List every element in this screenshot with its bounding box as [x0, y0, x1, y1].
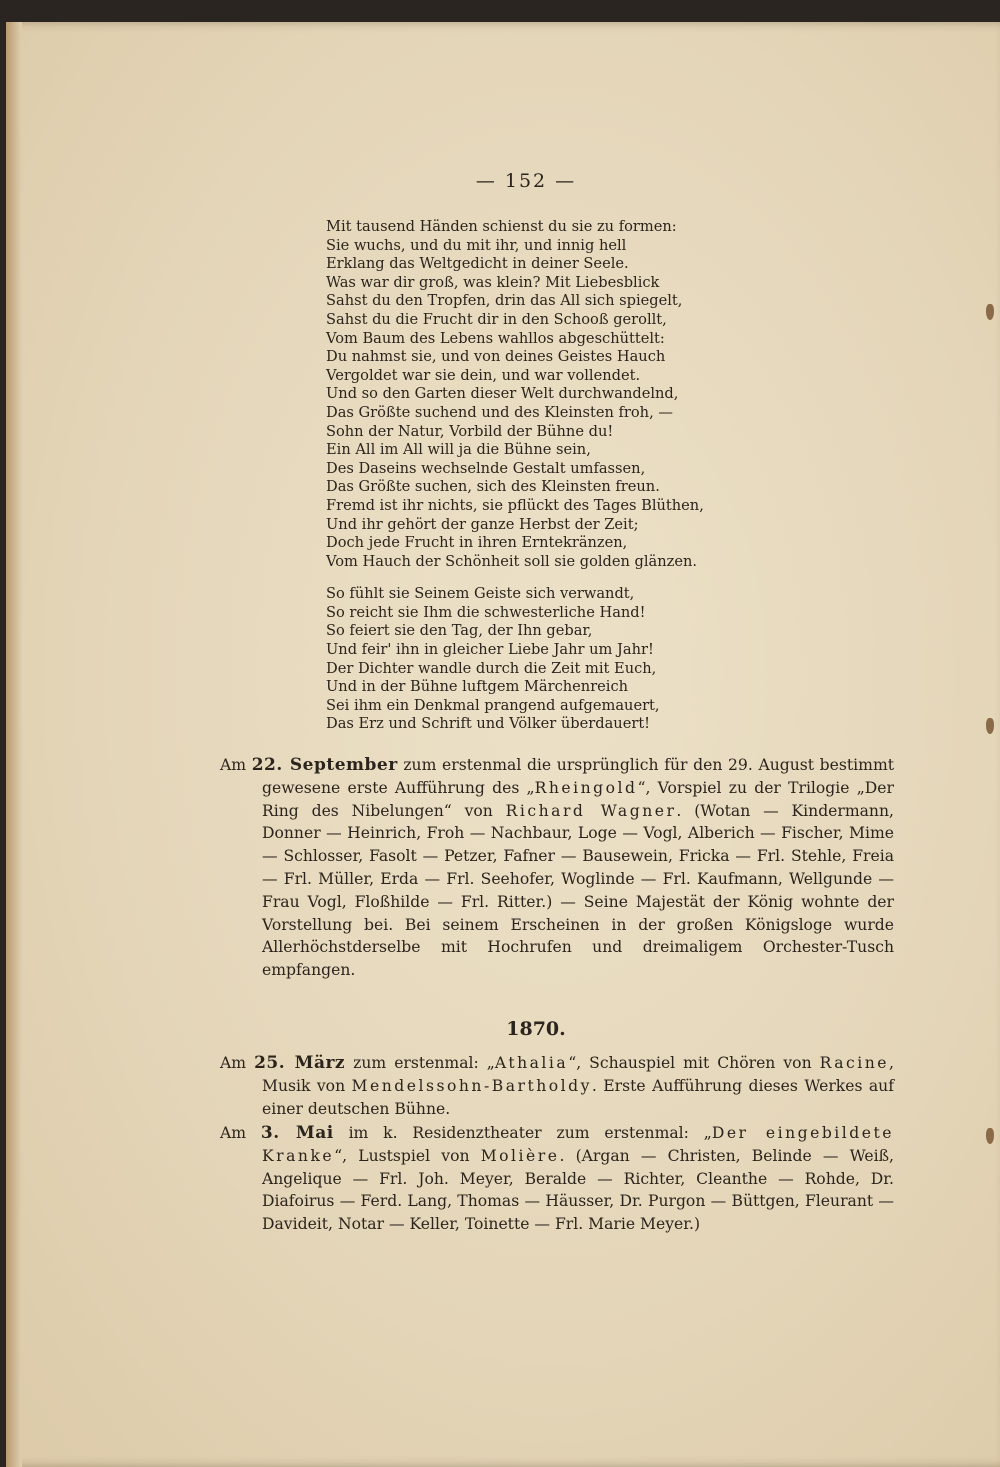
entry-september — [220, 754, 894, 982]
poem-line: Sohn der Natur, Vorbild der Bühne du! — [326, 422, 614, 440]
year-heading: 1870. — [506, 1018, 566, 1040]
poem-line: Du nahmst sie, und von deines Geistes Hauch — [326, 348, 666, 366]
page-number: — 152 — — [475, 170, 577, 192]
entry-prefix: Am — [220, 1124, 261, 1142]
entry-text: “, Lustspiel von — [334, 1146, 481, 1165]
poem-line: Das Größte suchend und des Kleinsten froh, — — [326, 403, 673, 421]
poem-line: Und feir' ihn in gleicher Liebe Jahr um Jahr! — [326, 641, 654, 659]
poem-line: Was war dir groß, was klein? Mit Liebesblick — [326, 273, 660, 291]
poem-line: Sei ihm ein Denkmal prangend aufgemauert, — [326, 696, 660, 714]
poem-line: So feiert sie den Tag, der Ihn gebar, — [326, 622, 593, 640]
poem-line: Fremd ist ihr nichts, sie pflückt des Tages Blüthen, — [326, 496, 704, 514]
stanza-gap — [326, 571, 746, 585]
entry-author: Molière — [480, 1146, 560, 1165]
poem-line: Vom Hauch der Schönheit soll sie golden glänzen. — [326, 552, 698, 570]
poem-line: Der Dichter wandle durch die Zeit mit Euch, — [326, 659, 657, 677]
poem-line: So reicht sie Ihm die schwesterliche Hand! — [326, 603, 646, 621]
poem-stanza-2 — [326, 585, 746, 734]
entry-date: 25. März — [254, 1053, 346, 1073]
entry-text: zum erstenmal die ursprünglich für den 29. August bestimmt gewesene erste Aufführung des „ — [262, 756, 894, 797]
poem-line: Und ihr gehört der ganze Herbst der Zeit; — [326, 515, 639, 533]
poem-line: Ein All im All will ja die Bühne sein, — [326, 441, 591, 459]
poem-line: Sahst du die Frucht dir in den Schooß gerollt, — [326, 310, 667, 328]
entry-text: “, Schauspiel mit Chören von — [568, 1054, 820, 1072]
entry-text: zum erstenmal: „ — [345, 1054, 495, 1072]
poem-line: Und in der Bühne luftgem Märchenreich — [326, 678, 629, 696]
entry-date: 22. September — [251, 755, 398, 775]
entry-prefix: Am — [220, 756, 252, 774]
entry-title: Der eingebildete Kranke — [262, 1124, 894, 1165]
poem-line: Sahst du den Tropfen, drin das All sich spiegelt, — [326, 292, 683, 310]
poem-line: Sie wuchs, und du mit ihr, und innig hell — [326, 236, 627, 254]
poem-stanza-1 — [326, 218, 746, 571]
poem-line: Doch jede Frucht in ihren Erntekränzen, — [326, 534, 628, 552]
entry-text: . Erste Aufführung dieses Werkes auf einer deutschen Bühne. — [262, 1076, 894, 1118]
entry-text: . (Wotan — Kindermann, Donner — Heinrich, Froh — Nachbaur, Loge — Vogl, Alberich — Fischer, Mime — Schlosser, Fasolt — Petzer, Fafner — Bausewein, Fricka — Frl. Stehle, Freia — Frl. Müller, Erda — Frl. Seehofer, Woglinde — Frl. Kaufmann, Wellgunde — Frau Vogl, Floßhilde — Frl. Ritter.) — Seine Majestät der König wohnte der Vorstellung bei. Bei seinem Erscheinen in der großen Königsloge wurde Allerhöchstderselbe mit Hochrufen und dreimaligem Orchester-Tusch empfangen. — [262, 801, 894, 980]
poem-line: Des Daseins wechselnde Gestalt umfassen, — [326, 459, 646, 477]
entry-march — [220, 1052, 894, 1120]
entry-may — [220, 1122, 894, 1236]
book-spine — [6, 22, 22, 1467]
poem-line: Vergoldet war sie dein, und war vollendet. — [326, 366, 641, 384]
entry-author: Racine — [819, 1054, 890, 1072]
entry-author: Richard Wagner — [505, 801, 677, 820]
poem-line: Das Erz und Schrift und Völker überdauert! — [326, 715, 651, 733]
entry-text: im k. Residenztheater zum erstenmal: „ — [333, 1124, 712, 1142]
poem-line: Mit tausend Händen schienst du sie zu formen: — [326, 218, 677, 235]
page-edge-stain — [986, 1128, 994, 1144]
poem-line: Erklang das Weltgedicht in deiner Seele. — [326, 255, 629, 273]
poem-line: Das Größte suchen, sich des Kleinsten freun. — [326, 478, 660, 496]
page-edge-stain — [986, 718, 994, 734]
page-edge-stain — [986, 304, 994, 320]
poem — [326, 218, 746, 734]
entry-text: . (Argan — Christen, Belinde — Weiß, Angelique — Frl. Joh. Meyer, Beralde — Richter, Cleanthe — Rohde, Dr. Diafoirus — Ferd. Lang, Thomas — Häusser, Dr. Purgon — Büttgen, Fleurant — Davideit, Notar — Keller, Toinette — Frl. Marie Meyer.) — [262, 1146, 894, 1234]
entry-prefix: Am — [220, 1054, 255, 1072]
entry-text: , Musik von — [262, 1054, 894, 1095]
entry-title: Rheingold — [534, 778, 638, 797]
entry-date: 3. Mai — [260, 1123, 334, 1143]
entry-text: “, Vorspiel zu der Trilogie „Der Ring des Nibelungen“ von — [262, 778, 894, 820]
entry-author: Mendelssohn-Bartholdy — [351, 1076, 592, 1095]
book-page — [6, 22, 1000, 1467]
poem-line: Und so den Garten dieser Welt durchwandelnd, — [326, 385, 679, 403]
entry-title: Athalia — [494, 1054, 569, 1072]
poem-line: So fühlt sie Seinem Geiste sich verwandt, — [326, 585, 635, 603]
poem-line: Vom Baum des Lebens wahllos abgeschüttelt: — [326, 329, 665, 347]
